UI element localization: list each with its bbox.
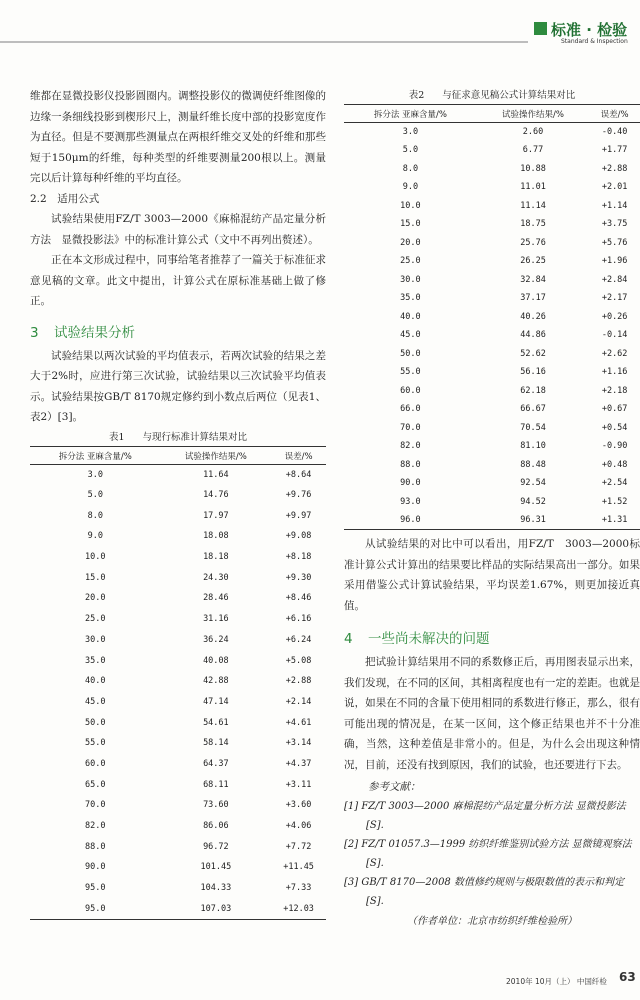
page-header (0, 0, 640, 80)
table-1-row (30, 774, 326, 795)
table-1-row (30, 857, 326, 878)
table-1-result-cell: 73.60 (203, 800, 229, 811)
table-1-content-cell: 30.0 (85, 634, 106, 645)
table-1-header-content: 拆分法 亚麻含量/% (30, 446, 161, 464)
section-4-heading (344, 628, 640, 650)
table-2-content-cell: 10.0 (400, 200, 421, 211)
table-2-error-cell: +1.52 (601, 496, 628, 507)
table-2-error-cell: +0.54 (601, 422, 628, 433)
table-1 (30, 446, 326, 920)
table-2-row (344, 511, 640, 530)
table-2-result-cell: 92.54 (520, 478, 546, 489)
table-1-result-cell: 14.76 (203, 490, 229, 501)
table-2-content-cell: 88.0 (400, 459, 421, 470)
table-1-row (30, 754, 326, 775)
table-1-error-cell: +11.45 (283, 862, 314, 873)
table-1-content-cell: 95.0 (30, 898, 161, 919)
section-3-heading (30, 322, 326, 344)
header-rule (0, 41, 528, 43)
table-2-result-cell: 18.75 (520, 219, 546, 230)
table-1-content-cell: 35.0 (85, 655, 106, 666)
table-2-content-cell: 55.0 (400, 367, 421, 378)
brand-square-icon (534, 22, 547, 35)
table-2-result-cell: 37.17 (520, 293, 546, 304)
table-1-result-cell: 86.06 (203, 821, 229, 832)
table-2-error-cell: +1.31 (589, 511, 640, 530)
table-2-content-cell: 3.0 (402, 127, 419, 137)
table-1-content-cell: 25.0 (85, 614, 106, 625)
table-1-result-cell: 54.61 (203, 717, 229, 728)
table-2-body (344, 123, 640, 530)
table-1-row (30, 816, 326, 837)
table-2-row (344, 215, 640, 234)
table-1-body (30, 464, 326, 919)
table-1-error-cell: +7.33 (285, 883, 312, 894)
table-1-result-cell: 17.97 (203, 510, 229, 521)
table-2-content-cell: 25.0 (400, 256, 421, 267)
table-2-content-cell: 96.0 (344, 511, 477, 530)
table-1-row (30, 505, 326, 526)
table-1-error-cell: +8.64 (285, 469, 312, 480)
table-2-content-cell: 50.0 (400, 348, 421, 359)
table-1-row (30, 464, 326, 485)
table-1-content-cell: 5.0 (87, 490, 103, 501)
table-1-content-cell: 40.0 (85, 676, 106, 687)
table-1-error-cell: +4.06 (285, 821, 312, 832)
table-2-result-cell: 11.14 (520, 200, 546, 211)
paragraph-3: 正在本文形成过程中，同事给笔者推荐了一篇关于标准征求意见稿的文章。此文中提出，计算公式在原标准基础上做了修正。 (30, 254, 326, 307)
table-1-row (30, 609, 326, 630)
table-2-error-cell: +0.26 (601, 311, 628, 322)
table-2-row (344, 123, 640, 142)
table-1-content-cell: 70.0 (85, 800, 106, 811)
table-1-error-cell: +8.18 (285, 552, 312, 563)
subsection-2-2: 2.2 适用公式 (30, 192, 100, 205)
paragraph-1: 维都在显微投影仪投影圆圈内。调整投影仪的微调使纤维图像的边缘一条细线投影到楔形尺上，测量纤维长度中部的投影宽度作为直径。但是不要测那些测量点在两根纤维交叉处的纤维和那些短于150μm的纤维，每种类型的纤维要测量200根以上。测量完以后计算每种纤维的平均直径。 (30, 90, 326, 184)
table-1-row (30, 712, 326, 733)
section-3-title: 试验结果分析 (54, 324, 135, 341)
table-1-title: 与现行标准计算结果对比 (142, 431, 248, 443)
table-1-error-cell: +3.60 (285, 800, 312, 811)
table-1-row (30, 650, 326, 671)
table-1-row (30, 485, 326, 506)
table-1-error-cell: +2.14 (285, 696, 312, 707)
table-2-row (344, 363, 640, 382)
paragraph-2: 试验结果使用FZ/T 3003—2000《麻棉混纺产品定量分析方法 显微投影法》中的标准计算公式（文中不再列出赘述）。 (30, 213, 326, 246)
table-2-result-cell: 32.84 (520, 274, 546, 285)
table-1-content-cell: 45.0 (85, 696, 106, 707)
table-1-error-cell: +9.30 (285, 572, 312, 583)
table-1-result-cell: 40.08 (203, 655, 229, 666)
reference-2: [2] FZ/T 01057.3—1999 纺织纤维鉴别试验方法 显微镜观察法[S]. (344, 839, 632, 869)
table-1-row (30, 526, 326, 547)
table-1-row (30, 630, 326, 651)
section-4-title: 一些尚未解决的问题 (368, 631, 490, 647)
paragraph-6: 把试验计算结果用不同的系数修正后，再用图表显示出来，我们发现，在不同的区间，其相离程度也有一定的差距。也就是说，如果在不同的含量下使用相同的系数进行修正，那么，很有可能出现的情况是，在某一区间，这个修正结果也并不十分准确，当然，这种差值是非常小的。但是，为什么会出现这种情况，目前，还没有找到原因，我们的试验，也还要进行下去。 (344, 656, 640, 771)
table-2-error-cell: -0.40 (601, 127, 628, 137)
table-1-row (30, 692, 326, 713)
table-2-row (344, 160, 640, 179)
table-1-row (30, 547, 326, 568)
table-1-header-error: 误差/% (271, 446, 326, 464)
table-1-header-result: 试验操作结果/% (161, 446, 272, 464)
table-1-error-cell: +6.24 (285, 634, 312, 645)
table-2-content-cell: 8.0 (402, 163, 419, 174)
table-2-header-result: 试验操作结果/% (477, 105, 589, 123)
references-title: 参考文献： (368, 781, 421, 793)
paragraph-4: 试验结果以两次试验的平均值表示，若两次试验的结果之差大于2%时，应进行第三次试验，试验结果以三次试验平均值表示。试验结果按GB/T 8170规定修约到小数点后两位（见表1、表2）[3]。 (30, 349, 326, 423)
section-4-number: 4 (344, 631, 353, 647)
section-brand-english: Standard & Inspection (561, 38, 628, 45)
table-1-row (30, 567, 326, 588)
table-1-error-cell: +7.72 (285, 841, 312, 852)
table-2-error-cell: +5.76 (601, 237, 628, 248)
table-2-error-cell: +0.48 (601, 459, 628, 470)
table-1-error-cell: +9.97 (285, 510, 312, 521)
table-1-content-cell: 50.0 (85, 717, 106, 728)
table-2-row (344, 382, 640, 401)
table-1-error-cell: +12.03 (271, 898, 326, 919)
table-1-row (30, 588, 326, 609)
reference-3: [3] GB/T 8170—2008 数值修约规则与极限数值的表示和判定[S]. (344, 877, 624, 907)
table-2-title: 与征求意见稿公式计算结果对比 (442, 90, 576, 101)
table-2-result-cell: 56.16 (520, 367, 546, 378)
table-2-row (344, 474, 640, 493)
reference-1: [1] FZ/T 3003—2000 麻棉混纺产品定量分析方法 显微投影法[S]. (344, 801, 626, 831)
table-2-result-cell: 96.31 (477, 511, 589, 530)
table-1-result-cell: 31.16 (203, 614, 229, 625)
table-1-content-cell: 60.0 (85, 758, 106, 769)
table-1-content-cell: 9.0 (87, 531, 103, 542)
table-1-error-cell: +3.14 (285, 738, 312, 749)
table-1-content-cell: 65.0 (85, 779, 106, 790)
table-2-number: 表2 (408, 90, 425, 101)
table-2-error-cell: +0.67 (601, 404, 628, 415)
table-2-row (344, 493, 640, 512)
table-2-result-cell: 2.60 (522, 127, 544, 137)
table-2-result-cell: 62.18 (520, 385, 546, 396)
table-1-content-cell: 55.0 (85, 738, 106, 749)
table-2-content-cell: 60.0 (400, 385, 421, 396)
table-2-row (344, 289, 640, 308)
table-2-error-cell: -0.90 (601, 441, 628, 452)
section-3-number: 3 (30, 324, 39, 341)
table-2-content-cell: 5.0 (402, 145, 419, 156)
table-1-error-cell: +2.88 (285, 676, 312, 687)
table-1-error-cell: +8.46 (285, 593, 312, 604)
table-1-result-cell: 18.18 (203, 552, 229, 563)
table-2-error-cell: +1.16 (601, 367, 628, 378)
table-2-content-cell: 93.0 (400, 496, 421, 507)
table-1-content-cell: 95.0 (85, 883, 106, 894)
table-1-result-cell: 64.37 (203, 758, 229, 769)
table-2-error-cell: +2.18 (601, 385, 628, 396)
table-2-row (344, 400, 640, 419)
table-2-content-cell: 40.0 (400, 311, 421, 322)
table-1-result-cell: 47.14 (203, 696, 229, 707)
table-1-row (30, 733, 326, 754)
table-1-result-cell: 42.88 (203, 676, 229, 687)
table-1-content-cell: 10.0 (85, 552, 106, 563)
table-2-content-cell: 45.0 (400, 330, 421, 341)
table-2-error-cell: +1.96 (601, 256, 628, 267)
table-1-content-cell: 3.0 (87, 469, 103, 480)
table-2-row (344, 308, 640, 327)
table-2-result-cell: 26.25 (520, 256, 546, 267)
table-2-row (344, 178, 640, 197)
table-1-row (30, 795, 326, 816)
table-2-error-cell: +2.88 (601, 163, 628, 174)
table-2-content-cell: 35.0 (400, 293, 421, 304)
table-1-row (30, 836, 326, 857)
table-2-content-cell: 20.0 (400, 237, 421, 248)
table-1-row (30, 671, 326, 692)
issue-info: 2010年 10月（上） 中国纤检 (506, 977, 607, 986)
table-2-row (344, 234, 640, 253)
table-1-result-cell: 11.64 (203, 469, 229, 480)
table-2-error-cell: +2.84 (601, 274, 628, 285)
table-2-content-cell: 30.0 (400, 274, 421, 285)
table-2-error-cell: -0.14 (601, 330, 628, 341)
table-2-result-cell: 88.48 (520, 459, 546, 470)
table-2-content-cell: 82.0 (400, 441, 421, 452)
table-2-row (344, 271, 640, 290)
table-1-content-cell: 90.0 (85, 862, 106, 873)
table-2-result-cell: 6.77 (522, 145, 544, 156)
table-2-result-cell: 44.86 (520, 330, 546, 341)
table-2-result-cell: 94.52 (520, 496, 546, 507)
table-2-content-cell: 70.0 (400, 422, 421, 433)
table-2-row (344, 252, 640, 271)
table-2-header-error: 误差/% (589, 105, 640, 123)
table-2-content-cell: 9.0 (402, 182, 419, 193)
paragraph-5: 从试验结果的对比中可以看出，用FZ/T 3003—2000标准计算公式计算出的结果要比样品的实际结果高出一部分。如果采用借鉴公式计算试验结果，平均误差1.67%，则更加接近真值。 (344, 538, 640, 612)
table-2-error-cell: +1.14 (601, 200, 628, 211)
table-1-result-cell: 18.08 (203, 531, 229, 542)
table-1-content-cell: 8.0 (87, 510, 103, 521)
table-2-row (344, 197, 640, 216)
table-2 (344, 104, 640, 530)
table-2-content-cell: 66.0 (400, 404, 421, 415)
table-1-error-cell: +4.37 (285, 758, 312, 769)
right-column (344, 86, 640, 933)
table-1-result-cell: 58.14 (203, 738, 229, 749)
table-2-result-cell: 70.54 (520, 422, 546, 433)
table-2-row (344, 141, 640, 160)
table-2-error-cell: +2.54 (601, 478, 628, 489)
table-1-result-cell: 28.46 (203, 593, 229, 604)
table-1-content-cell: 20.0 (85, 593, 106, 604)
table-2-result-cell: 52.62 (520, 348, 546, 359)
section-brand: 标准 · 检验 (551, 21, 628, 39)
table-2-content-cell: 90.0 (400, 478, 421, 489)
table-1-result-cell: 68.11 (203, 779, 229, 790)
table-2-row (344, 326, 640, 345)
table-2-error-cell: +2.17 (601, 293, 628, 304)
table-1-content-cell: 15.0 (85, 572, 106, 583)
table-2-error-cell: +3.75 (601, 219, 628, 230)
table-2-row (344, 456, 640, 475)
table-1-content-cell: 88.0 (85, 841, 106, 852)
table-1-error-cell: +4.61 (285, 717, 312, 728)
table-2-result-cell: 81.10 (520, 441, 546, 452)
table-2-content-cell: 15.0 (400, 219, 421, 230)
table-2-result-cell: 10.88 (520, 163, 546, 174)
table-2-row (344, 345, 640, 364)
table-2-result-cell: 40.26 (520, 311, 546, 322)
table-1-result-cell: 104.33 (200, 883, 232, 894)
table-1-result-cell: 107.03 (161, 898, 272, 919)
table-1-row (30, 878, 326, 899)
table-1-number: 表1 (108, 431, 125, 443)
table-1-result-cell: 36.24 (203, 634, 229, 645)
left-column (30, 86, 326, 920)
table-1-error-cell: +3.11 (285, 779, 312, 790)
table-1-caption (30, 430, 326, 446)
table-2-error-cell: +2.62 (601, 348, 628, 359)
table-1-error-cell: +9.76 (285, 490, 312, 501)
table-2-result-cell: 25.76 (520, 237, 546, 248)
page-number: 63 (619, 970, 636, 984)
table-2-result-cell: 11.01 (520, 182, 546, 193)
table-2-row (344, 437, 640, 456)
table-1-content-cell: 82.0 (85, 821, 106, 832)
table-2-error-cell: +1.77 (601, 145, 628, 156)
table-1-result-cell: 101.45 (200, 862, 232, 873)
table-2-result-cell: 66.67 (520, 404, 546, 415)
table-1-row (30, 898, 326, 919)
table-1-result-cell: 24.30 (203, 572, 229, 583)
table-2-caption (344, 88, 640, 104)
table-2-row (344, 419, 640, 438)
author-affiliation: （作者单位：北京市纺织纤维检验所） (407, 916, 577, 927)
table-2-error-cell: +2.01 (601, 182, 628, 193)
table-1-result-cell: 96.72 (203, 841, 229, 852)
table-1-error-cell: +9.08 (285, 531, 312, 542)
table-1-error-cell: +5.08 (285, 655, 312, 666)
table-1-error-cell: +6.16 (285, 614, 312, 625)
table-2-header-content: 拆分法 亚麻含量/% (344, 105, 477, 123)
